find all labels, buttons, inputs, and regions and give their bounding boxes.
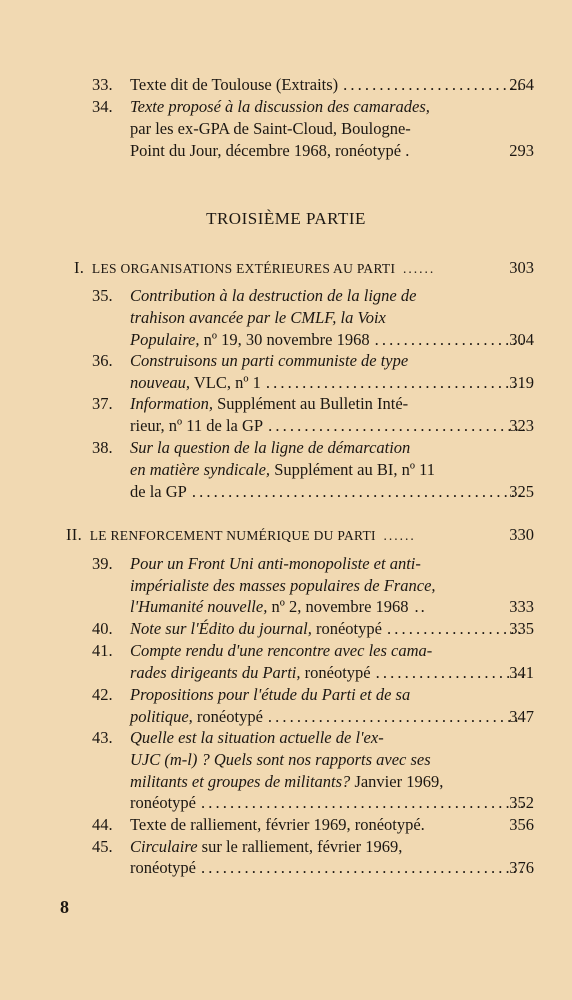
toc-entry-35-last: Populaire, nº 19, 30 novembre 1968 . . . [130, 329, 534, 351]
folio-page-number: 8 [60, 897, 69, 917]
entry-title-line: Sur la question de la ligne de démarcation [130, 438, 411, 457]
page-number: 333 [509, 597, 534, 616]
entry-title-line: UJC (m-l) ? Quels sont nos rapports avec ses [130, 750, 431, 769]
entry-title-line: Quelle est la situation actuelle de l'ex- [130, 728, 384, 747]
entry-number: 38. [92, 438, 113, 457]
entry-number: 36. [92, 351, 113, 370]
entry-title-line: Propositions pour l'étude du Parti et de sa [130, 685, 411, 704]
entry-title-line: Compte rendu d'une rencontre avec les cama- [130, 641, 433, 660]
entry-title-line: en matière syndicale, Supplément au BI, nº 11 [130, 460, 435, 479]
entry-number: 40. [92, 619, 113, 638]
page-number: 325 [509, 482, 534, 501]
section-heading: II. LE RENFORCEMENT NUMÉRIQUE DU PARTI ...... [66, 525, 416, 544]
section-heading: I. LES ORGANISATIONS EXTÉRIEURES AU PARTI ...... [74, 258, 436, 277]
entry-title-line: Information, Supplément au Bulletin Inté- [130, 394, 409, 413]
entry-title-line: Texte proposé à la discussion des camarades, [130, 97, 430, 116]
page-number: 347 [509, 707, 534, 726]
entry-number: 33. [92, 75, 113, 94]
toc-entry-37-last: rieur, nº 11 de la GP . . . [130, 415, 534, 437]
toc-entry-43-last: ronéotypé . . . [130, 792, 534, 814]
toc-entry-41-last: rades dirigeants du Parti, ronéotypé . . . [130, 662, 534, 684]
entry-number: 41. [92, 641, 113, 660]
toc-entry-38-last: de la GP . . . [130, 481, 534, 503]
toc-entry-40: Note sur l'Édito du journal, ronéotypé . . . [130, 618, 534, 640]
page-number: 303 [509, 258, 534, 277]
page-number: 356 [509, 815, 534, 834]
entry-title-line: Pour un Front Uni anti-monopoliste et anti- [130, 554, 421, 573]
entry-title-line: Point du Jour, décembre 1968, ronéotypé . [130, 141, 410, 160]
entry-title-line: Circulaire sur le ralliement, février 1969, [130, 837, 403, 856]
entry-title-line: l'Humanité nouvelle, nº 2, novembre 1968 .. [130, 597, 427, 616]
entry-number: 37. [92, 394, 113, 413]
entry-title-line: Texte de ralliement, février 1969, ronéotypé. [130, 815, 425, 834]
toc-entry-45-last: ronéotypé . . . [130, 857, 534, 879]
page-number: 264 [509, 75, 534, 94]
entry-title-line: trahison avancée par le CMLF, la Voix [130, 308, 386, 327]
entry-title-line: Contribution à la destruction de la ligne de [130, 286, 417, 305]
page-number: 293 [509, 141, 534, 160]
entry-number: 44. [92, 815, 113, 834]
page-number: 330 [509, 525, 534, 544]
entry-title-line: Construisons un parti communiste de type [130, 351, 409, 370]
page-number: 352 [509, 793, 534, 812]
page-number: 304 [509, 330, 534, 349]
entry-number: 34. [92, 97, 113, 116]
toc-entry-36-last: nouveau, VLC, nº 1 . . . [130, 372, 534, 394]
entry-number: 35. [92, 286, 113, 305]
entry-number: 43. [92, 728, 113, 747]
entry-title-line: par les ex-GPA de Saint-Cloud, Boulogne- [130, 119, 411, 138]
entry-title-line: militants et groupes de militants? Janvier 1969, [130, 772, 444, 791]
page-number: 376 [509, 858, 534, 877]
toc-entry-42-last: politique, ronéotypé . . . [130, 706, 534, 728]
entry-title-line: impérialiste des masses populaires de France, [130, 576, 436, 595]
page-number: 341 [509, 663, 534, 682]
page-number: 323 [509, 416, 534, 435]
page-number: 335 [509, 619, 534, 638]
entry-title: Texte dit de Toulouse (Extraits) [130, 75, 339, 94]
entry-number: 39. [92, 554, 113, 573]
entry-number: 45. [92, 837, 113, 856]
page-number: 319 [509, 373, 534, 392]
entry-number: 42. [92, 685, 113, 704]
part-title: TROISIÈME PARTIE [206, 209, 366, 228]
